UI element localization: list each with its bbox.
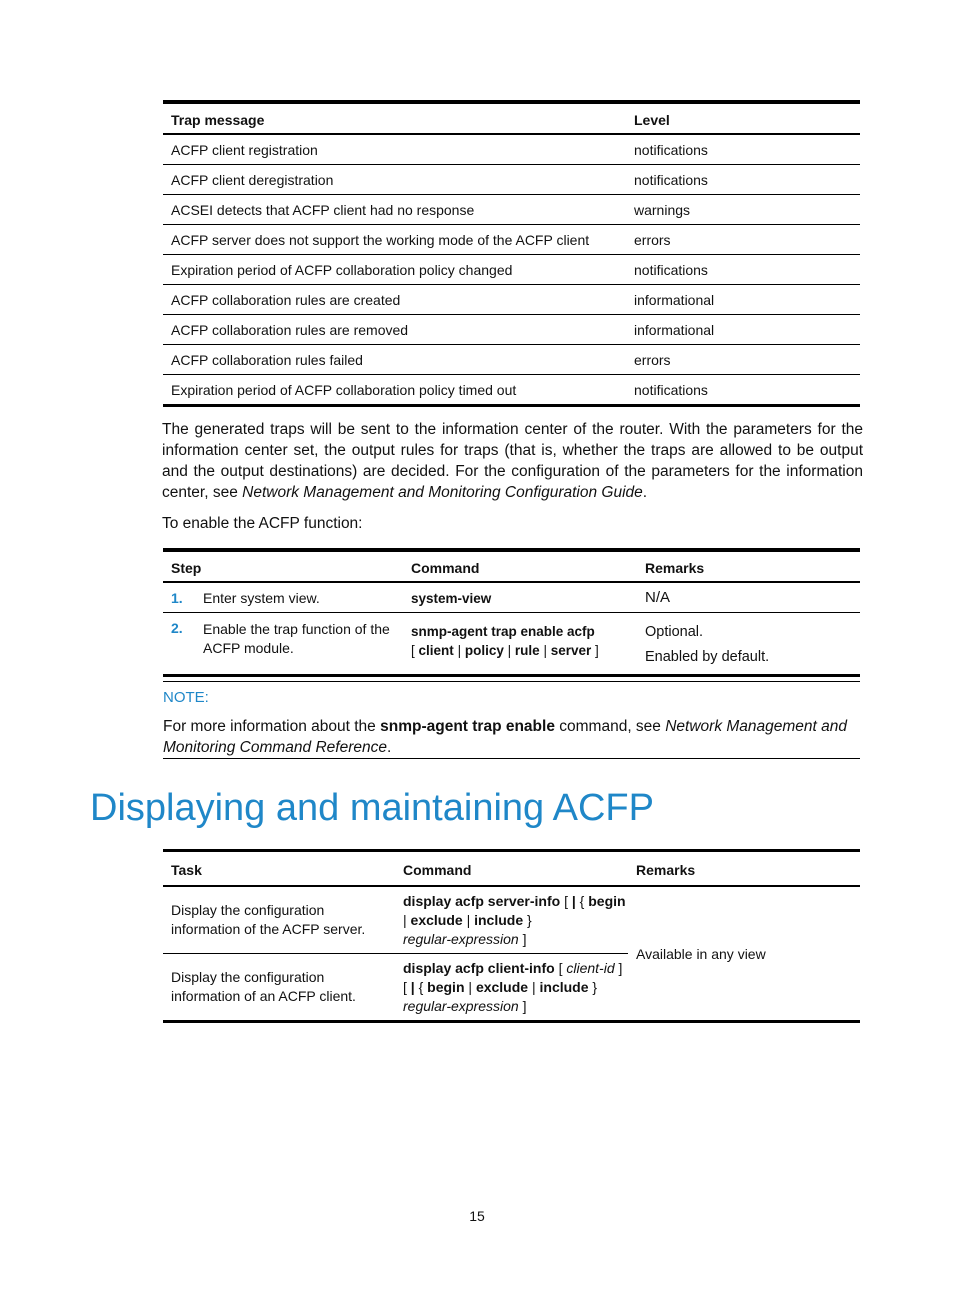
trap-message-cell: ACFP server does not support the working mode of the ACFP client	[163, 225, 626, 255]
level-cell: notifications	[626, 165, 860, 195]
step-description: Enter system view.	[203, 589, 320, 606]
separator: |	[531, 979, 536, 995]
option-begin: begin	[427, 979, 465, 995]
table-header-row	[163, 851, 860, 887]
column-header-level: Level	[626, 102, 860, 134]
enable-acfp-intro: To enable the ACFP function:	[162, 515, 363, 532]
column-header-trap-message: Trap message	[163, 102, 626, 134]
note-reference: Network Management and Monitoring Command Reference	[163, 718, 848, 756]
task-cell: Display the configuration information of an ACFP client.	[171, 969, 356, 1004]
argument-client-id: client-id	[566, 960, 615, 976]
remarks-line: Enabled by default.	[645, 649, 770, 665]
bracket: ]	[618, 960, 623, 976]
argument-regex: regular-expression	[403, 998, 519, 1014]
note-text-part: .	[387, 739, 392, 756]
remarks-line: Optional.	[645, 624, 704, 640]
table-header-row	[163, 102, 860, 134]
table-header-row	[163, 550, 860, 582]
table-row	[163, 613, 860, 676]
option-exclude: exclude	[410, 912, 463, 928]
bracket: [	[403, 979, 407, 995]
option-policy: policy	[464, 643, 504, 658]
command-cell	[395, 954, 628, 1022]
note-label: NOTE:	[163, 689, 209, 706]
argument-regex: regular-expression	[403, 931, 519, 947]
section-heading: Displaying and maintaining ACFP	[90, 787, 654, 829]
bracket: ]	[595, 643, 599, 658]
trap-message-cell: Expiration period of ACFP collaboration policy timed out	[171, 381, 517, 398]
brace: }	[527, 912, 532, 928]
step-cell	[163, 582, 403, 613]
remarks-cell	[637, 613, 860, 676]
level-cell: informational	[626, 315, 860, 345]
separator: |	[466, 912, 471, 928]
level-cell: notifications	[626, 255, 860, 285]
option-include: include	[539, 979, 589, 995]
page-number: 15	[469, 1208, 485, 1224]
column-header-remarks: Remarks	[637, 550, 860, 582]
option-rule: rule	[514, 643, 540, 658]
table-row	[163, 255, 860, 285]
trap-message-cell: ACSEI detects that ACFP client had no response	[163, 195, 626, 225]
traps-description-paragraph	[162, 419, 863, 503]
step-content	[171, 620, 403, 658]
remarks-cell: N/A	[637, 582, 860, 613]
option-client: client	[418, 643, 454, 658]
command-keyword: system-view	[411, 590, 492, 606]
column-header-step: Step	[163, 550, 403, 582]
trap-message-cell: Expiration period of ACFP collaboration policy changed	[163, 255, 626, 285]
level-cell: errors	[626, 345, 860, 375]
command-cell	[403, 613, 637, 676]
table-row	[163, 315, 860, 345]
enable-acfp-step-table	[163, 548, 860, 677]
trap-message-cell: ACFP collaboration rules are removed	[163, 315, 626, 345]
table-row	[163, 375, 860, 406]
separator: |	[457, 643, 462, 658]
option-exclude: exclude	[475, 979, 529, 995]
bracket: [	[411, 643, 415, 658]
trap-message-cell: ACFP collaboration rules failed	[163, 345, 626, 375]
separator: |	[468, 979, 473, 995]
table-row	[163, 195, 860, 225]
table-row	[163, 285, 860, 315]
step-number: 2.	[171, 620, 183, 636]
remarks-cell: Available in any view	[636, 945, 766, 962]
note-text-part: command, see	[554, 718, 666, 735]
command-cell	[395, 886, 628, 954]
table-row	[163, 134, 860, 165]
separator: |	[410, 979, 415, 995]
level-cell: warnings	[626, 195, 860, 225]
separator: |	[543, 643, 547, 658]
option-begin: begin	[588, 893, 626, 909]
table-row	[163, 225, 860, 255]
guide-reference: Network Management and Monitoring Configuration Guide	[242, 484, 643, 501]
bracket: [	[558, 960, 563, 976]
option-server: server	[550, 643, 592, 658]
column-header-remarks: Remarks	[628, 851, 860, 887]
note-text-part: For more information about the	[163, 718, 381, 735]
level-cell: informational	[626, 285, 860, 315]
step-number: 1.	[171, 589, 183, 606]
brace: {	[418, 979, 424, 995]
column-header-command: Command	[403, 550, 637, 582]
display-maintain-table	[163, 849, 860, 1023]
command-keyword: display acfp client-info	[403, 960, 555, 976]
trap-message-cell: ACFP collaboration rules are created	[163, 285, 626, 315]
command-keyword: display acfp server-info	[403, 893, 561, 909]
step-cell	[163, 613, 403, 676]
column-header-task: Task	[163, 851, 395, 887]
command-cell	[403, 582, 637, 613]
note-command: snmp-agent trap enable	[380, 718, 555, 735]
level-cell: notifications	[626, 134, 860, 165]
separator: |	[403, 912, 407, 928]
task-cell: Display the configuration information of the ACFP server.	[163, 886, 395, 954]
step-description: Enable the trap function of the ACFP module.	[203, 621, 390, 656]
bracket: ]	[522, 998, 527, 1014]
separator: |	[507, 643, 512, 658]
paragraph-end: .	[642, 484, 648, 501]
level-cell: notifications	[634, 381, 708, 398]
table-row	[163, 345, 860, 375]
trap-message-cell: ACFP client registration	[163, 134, 626, 165]
trap-message-table	[163, 100, 860, 407]
separator: |	[571, 893, 576, 909]
table-row	[163, 165, 860, 195]
option-include: include	[474, 912, 524, 928]
command-keyword: snmp-agent trap enable acfp	[411, 624, 595, 639]
brace: {	[579, 893, 585, 909]
trap-message-cell: ACFP client deregistration	[163, 165, 626, 195]
column-header-command: Command	[395, 851, 628, 887]
note-text	[163, 716, 860, 758]
level-cell: errors	[626, 225, 860, 255]
paragraph-text: The generated traps will be sent to the information center of the router. With the parameters for the information center set, the output rules for traps (that is, whether the traps are allowed to be output and the output destinations) are decided. For the configuration of the parameters for the information center, see	[162, 421, 863, 501]
bracket: ]	[522, 931, 527, 947]
table-row	[163, 582, 860, 613]
bracket: [	[564, 893, 568, 909]
note-box	[163, 681, 860, 759]
brace: }	[592, 979, 598, 995]
table-row	[163, 886, 860, 954]
